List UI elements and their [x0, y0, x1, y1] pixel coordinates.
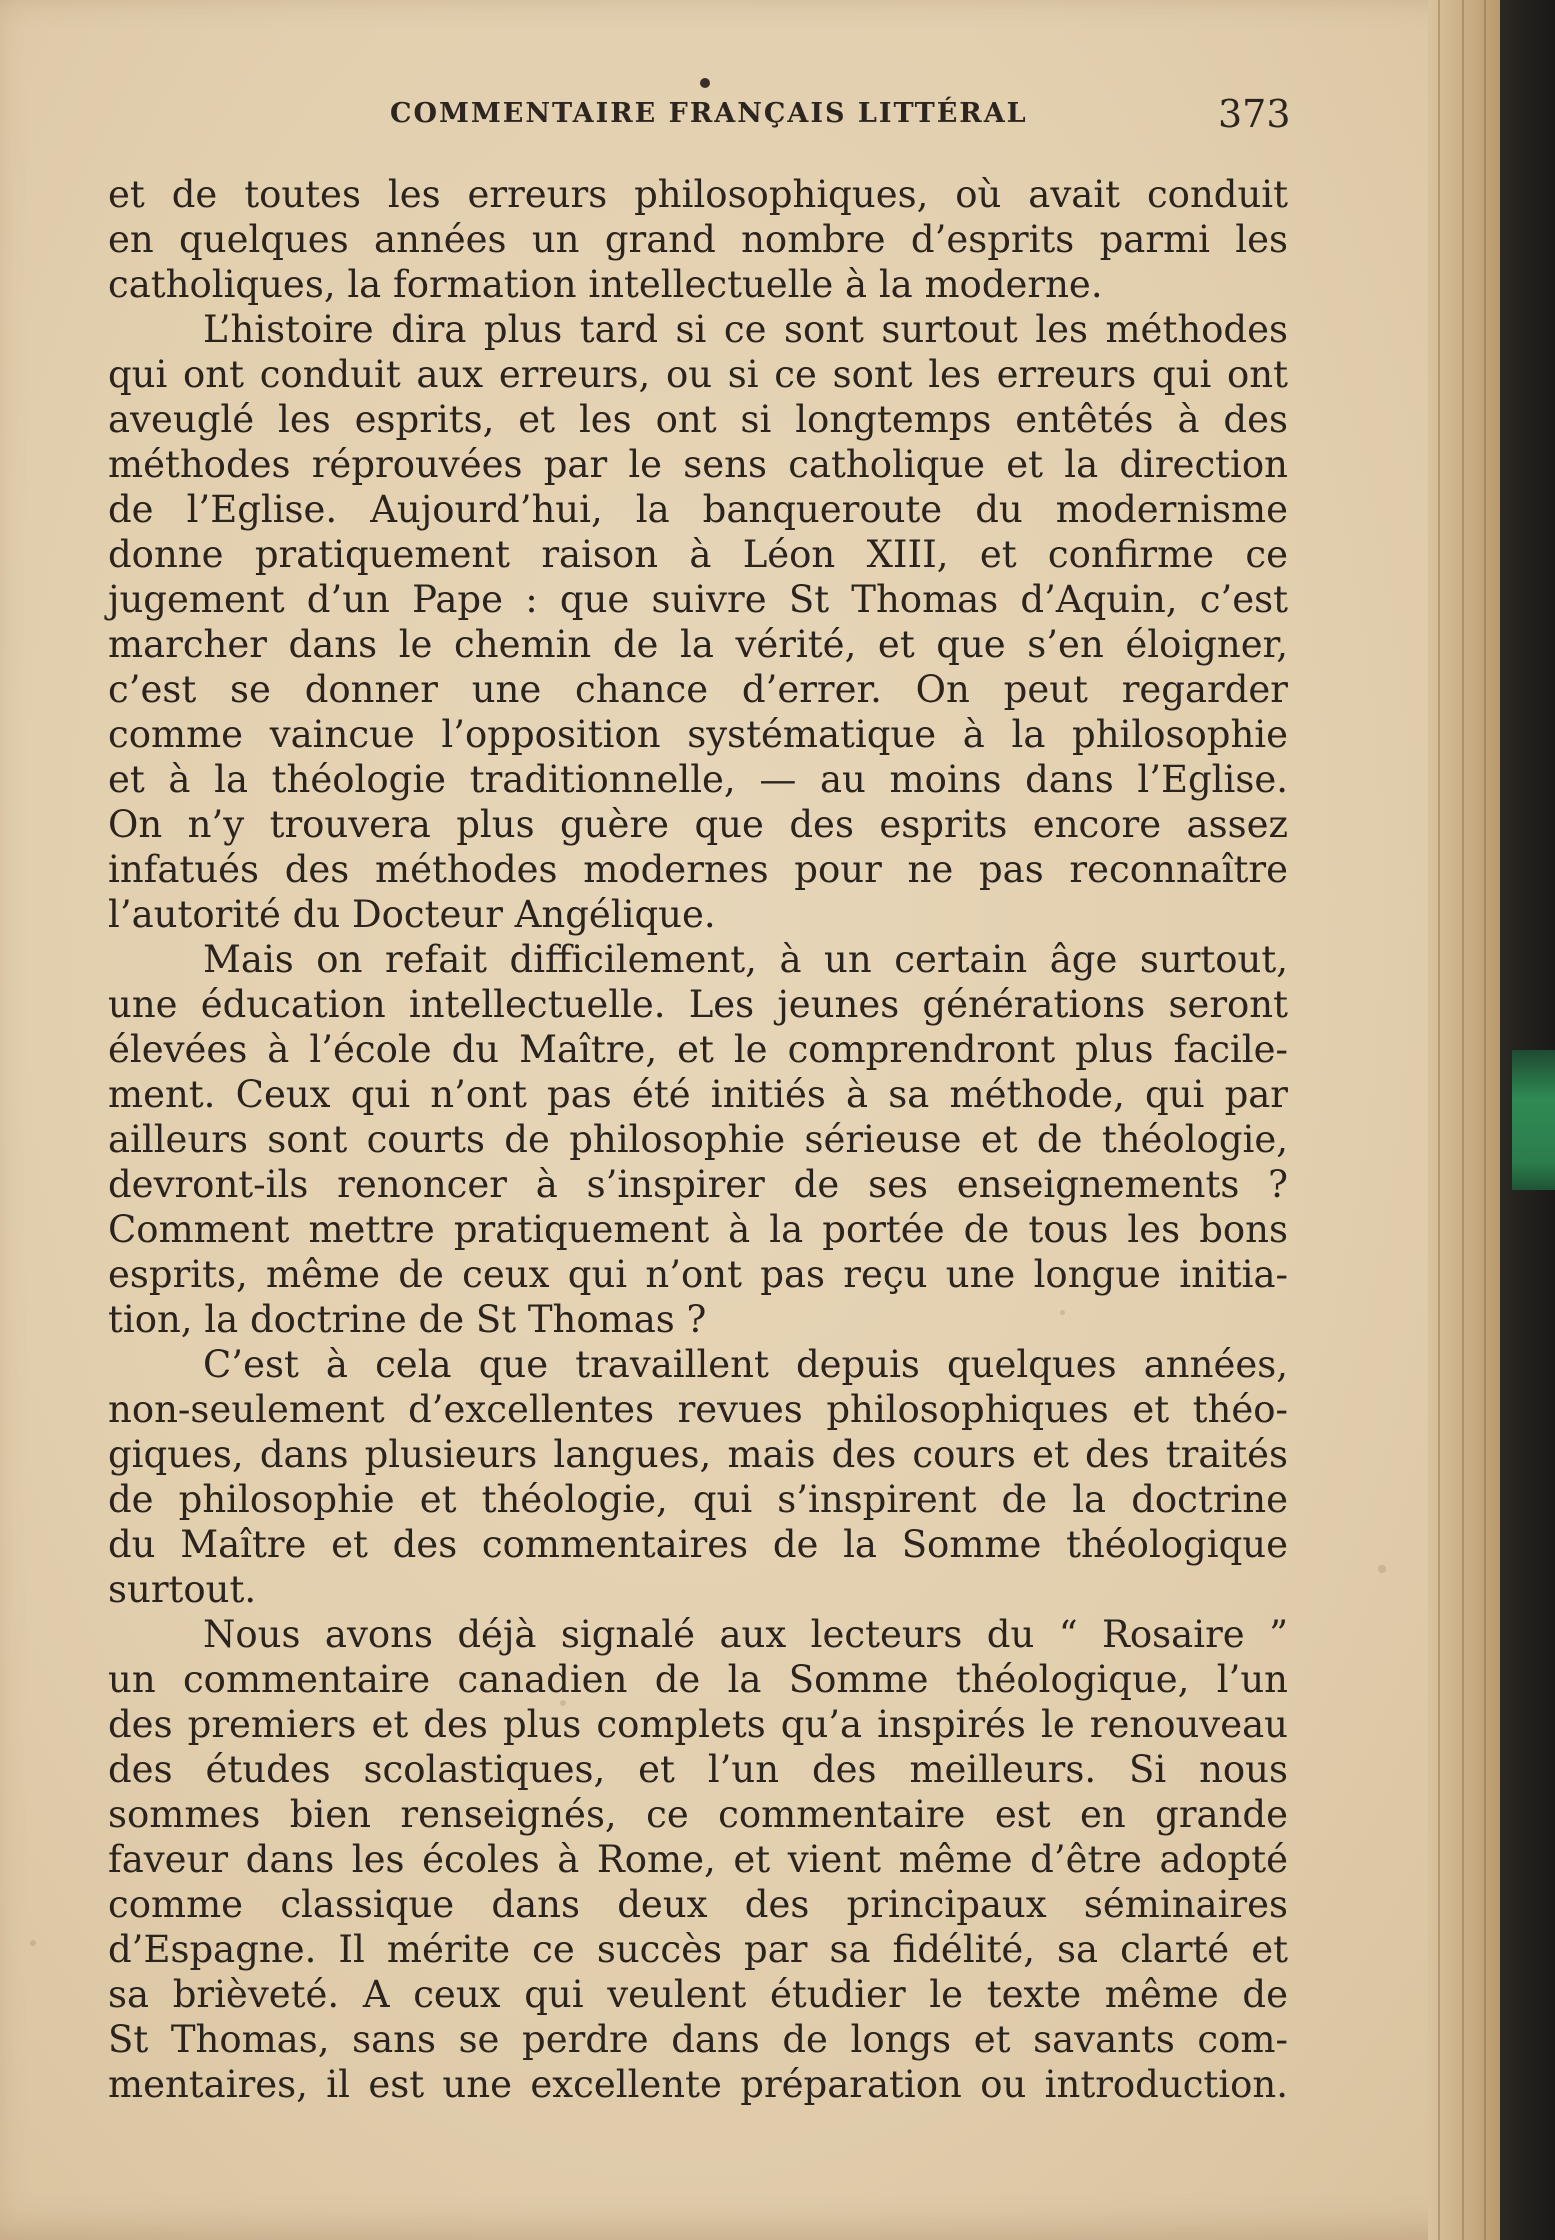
text-line: comme classique dans deux des principaux séminaires [108, 1883, 1288, 1926]
text-line: giques, dans plusieurs langues, mais des cours et des traités [108, 1433, 1288, 1476]
text-line: esprits, même de ceux qui n’ont pas reçu une longue initia- [108, 1253, 1288, 1296]
page-edge-line [1462, 0, 1464, 2240]
page-edge-line [1484, 0, 1486, 2240]
text-line: Comment mettre pratiquement à la portée de tous les bons [108, 1208, 1288, 1251]
text-line: des études scolastiques, et l’un des meilleurs. Si nous [108, 1748, 1288, 1791]
text-line: faveur dans les écoles à Rome, et vient même d’être adopté [108, 1838, 1288, 1881]
text-line: St Thomas, sans se perdre dans de longs et savants com- [108, 2018, 1288, 2061]
paper-speck [30, 1940, 36, 1946]
text-line: l’autorité du Docteur Angélique. [108, 893, 716, 936]
text-line: une éducation intellectuelle. Les jeunes générations seront [108, 983, 1288, 1026]
page-number: 373 [1218, 92, 1291, 136]
text-line: jugement d’un Pape : que suivre St Thomas d’Aquin, c’est [108, 578, 1288, 621]
paper-speck [1378, 1565, 1386, 1573]
text-line: un commentaire canadien de la Somme théologique, l’un [108, 1658, 1288, 1701]
printer-mark [700, 78, 710, 88]
text-line: sommes bien renseignés, ce commentaire est en grande [108, 1793, 1288, 1836]
text-line: mentaires, il est une excellente préparation ou introduction. [108, 2063, 1288, 2106]
text-line: L’histoire dira plus tard si ce sont surtout les méthodes [203, 308, 1288, 351]
text-line: ailleurs sont courts de philosophie sérieuse et de théologie, [108, 1118, 1288, 1161]
text-line: comme vaincue l’opposition systématique à la philosophie [108, 713, 1288, 756]
text-line: marcher dans le chemin de la vérité, et que s’en éloigner, [108, 623, 1288, 666]
running-head-title: COMMENTAIRE FRANÇAIS LITTÉRAL [390, 98, 1028, 129]
text-line: On n’y trouvera plus guère que des esprits encore assez [108, 803, 1288, 846]
text-line: donne pratiquement raison à Léon XIII, et confirme ce [108, 533, 1288, 576]
text-line: infatués des méthodes modernes pour ne pas reconnaître [108, 848, 1288, 891]
text-line: des premiers et des plus complets qu’a inspirés le renouveau [108, 1703, 1288, 1746]
text-line: surtout. [108, 1568, 257, 1611]
body-text [108, 172, 1288, 2107]
text-line: tion, la doctrine de St Thomas ? [108, 1298, 707, 1341]
text-line: Mais on refait difficilement, à un certain âge surtout, [203, 938, 1288, 981]
text-line: élevées à l’école du Maître, et le comprendront plus facile- [108, 1028, 1288, 1071]
text-line: méthodes réprouvées par le sens catholique et la direction [108, 443, 1288, 486]
text-line: devront-ils renoncer à s’inspirer de ses enseignements ? [108, 1163, 1288, 1206]
text-line: qui ont conduit aux erreurs, ou si ce sont les erreurs qui ont [108, 353, 1288, 396]
text-line: Nous avons déjà signalé aux lecteurs du “ Rosaire ” [203, 1613, 1288, 1656]
text-line: et de toutes les erreurs philosophiques, où avait conduit [108, 173, 1288, 216]
page-edge-line [1438, 0, 1440, 2240]
text-line: d’Espagne. Il mérite ce succès par sa fidélité, sa clarté et [108, 1928, 1288, 1971]
text-line: c’est se donner une chance d’errer. On peut regarder [108, 668, 1288, 711]
text-line: sa brièveté. A ceux qui veulent étudier le texte même de [108, 1973, 1288, 2016]
text-line: de philosophie et théologie, qui s’inspirent de la doctrine [108, 1478, 1288, 1521]
text-line: C’est à cela que travaillent depuis quelques années, [203, 1343, 1288, 1386]
text-line: du Maître et des commentaires de la Somme théologique [108, 1523, 1288, 1566]
text-line: en quelques années un grand nombre d’esprits parmi les [108, 218, 1288, 261]
text-line: et à la théologie traditionnelle, — au moins dans l’Eglise. [108, 758, 1288, 801]
text-line: de l’Eglise. Aujourd’hui, la banqueroute du modernisme [108, 488, 1288, 531]
green-bookmark-tab [1512, 1050, 1555, 1190]
text-line: catholiques, la formation intellectuelle à la moderne. [108, 263, 1103, 306]
text-line: ment. Ceux qui n’ont pas été initiés à sa méthode, qui par [108, 1073, 1288, 1116]
text-line: aveuglé les esprits, et les ont si longtemps entêtés à des [108, 398, 1288, 441]
text-line: non-seulement d’excellentes revues philosophiques et théo- [108, 1388, 1288, 1431]
